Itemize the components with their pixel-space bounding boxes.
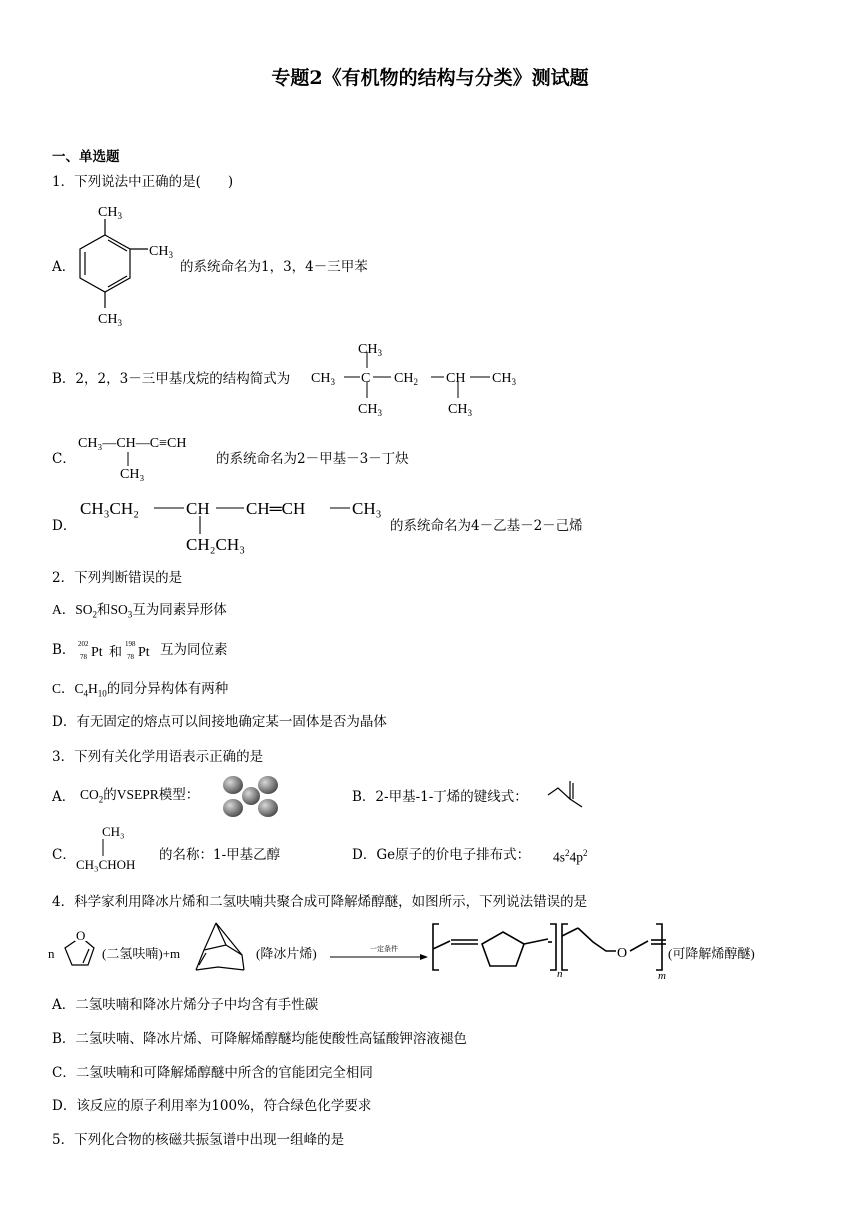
q2-option-d: D．有无固定的熔点可以间接地确定某一固体是否为晶体 bbox=[52, 714, 387, 730]
svg-text:CH₂CH₃: CH₂CH₃ bbox=[186, 535, 246, 554]
svg-text:(可降解烯醇醚): (可降解烯醇醚) bbox=[668, 946, 755, 961]
svg-text:CH3: $CH_3$ bbox=[311, 371, 335, 387]
q1-c-structure bbox=[76, 430, 218, 482]
vsepr-model-image bbox=[220, 773, 282, 819]
svg-text:Pt: Pt bbox=[138, 645, 150, 660]
q5-stem: 5．下列化合物的核磁共振氢谱中出现一组峰的是 bbox=[52, 1132, 345, 1148]
norbornene-structure bbox=[196, 923, 244, 970]
svg-text:Pt: Pt bbox=[91, 645, 103, 660]
q4-option-a: A．二氢呋喃和降冰片烯分子中均含有手性碳 bbox=[52, 997, 319, 1013]
q1-b-structure bbox=[310, 336, 530, 420]
page-title: 专题2《有机物的结构与分类》测试题 bbox=[271, 67, 589, 89]
q3-option-c-text: 的名称：1-甲基乙醇 bbox=[159, 847, 281, 863]
svg-text:CH₃CH₂: CH₃CH₂ bbox=[80, 499, 140, 518]
q4-option-d: D．该反应的原子利用率为100%，符合绿色化学要求 bbox=[52, 1098, 372, 1114]
q2-b-isotope-2 bbox=[123, 634, 163, 664]
q1-a-structure bbox=[72, 198, 182, 330]
q1-option-a-label: A． bbox=[52, 259, 76, 275]
q1a-ch3-right: $CH_3$ bbox=[149, 244, 173, 260]
svg-text:CH3: $CH_3$ bbox=[358, 402, 382, 418]
q1-option-d-label: D． bbox=[52, 518, 77, 534]
q2-option-b-text: 互为同位素 bbox=[160, 642, 228, 658]
q3-option-c-label: C． bbox=[52, 847, 76, 863]
q3-c-structure bbox=[74, 822, 154, 874]
svg-text:198: 198 bbox=[125, 640, 136, 648]
svg-text:C: C bbox=[361, 371, 371, 386]
q1a-ch3-bottom: $CH_3$ bbox=[98, 312, 122, 328]
q1-option-d-text: 的系统命名为4－乙基－2－己烯 bbox=[390, 518, 583, 534]
q1-stem: 1．下列说法中正确的是( ) bbox=[52, 174, 234, 190]
q2-stem: 2．下列判断错误的是 bbox=[52, 570, 183, 586]
svg-text:m: m bbox=[658, 970, 666, 982]
q3-option-d-config: $4s^24p^2$ bbox=[553, 848, 588, 865]
q3-option-d-text: D．Ge原子的价电子排布式： bbox=[352, 847, 531, 863]
svg-text:和: 和 bbox=[109, 644, 123, 659]
svg-text:78: 78 bbox=[80, 653, 87, 661]
svg-text:(二氢呋喃)+m: (二氢呋喃)+m bbox=[102, 946, 181, 961]
q1a-ch3-top: $CH_3$ bbox=[98, 205, 122, 221]
svg-text:CH3: $CH_3$ bbox=[492, 371, 516, 387]
svg-text:CH₃: CH₃ bbox=[102, 824, 125, 839]
q2-option-a: A．$SO_2$和$SO_3$互为同素异形体 bbox=[52, 602, 227, 620]
svg-text:202: 202 bbox=[78, 640, 89, 648]
polymer-structure bbox=[433, 924, 666, 970]
q1-option-c-text: 的系统命名为2－甲基－3－丁炔 bbox=[216, 451, 409, 467]
svg-text:CH₃—CH—C≡CH: CH₃—CH—C≡CH bbox=[78, 436, 187, 451]
svg-text:78: 78 bbox=[127, 653, 134, 661]
svg-text:CH: CH bbox=[446, 371, 466, 386]
q3-option-a-text: $CO_2$的VSEPR模型： bbox=[80, 787, 200, 805]
svg-text:CH₃: CH₃ bbox=[352, 499, 382, 518]
q4-option-b: B．二氢呋喃、降冰片烯、可降解烯醇醚均能使酸性高锰酸钾溶液褪色 bbox=[52, 1031, 467, 1047]
q1-option-c-label: C． bbox=[52, 451, 76, 467]
svg-text:n: n bbox=[48, 946, 55, 961]
svg-text:CH═CH: CH═CH bbox=[246, 499, 306, 518]
q3-option-b-text: B．2-甲基-1-丁烯的键线式： bbox=[352, 789, 528, 805]
q4-stem: 4．科学家利用降冰片烯和二氢呋喃共聚合成可降解烯醇醚，如图所示，下列说法错误的是 bbox=[52, 894, 588, 910]
svg-text:CH₃CHOH: CH₃CHOH bbox=[76, 857, 136, 872]
q2-option-b-label: B． bbox=[52, 642, 76, 658]
q4-option-c: C．二氢呋喃和可降解烯醇醚中所含的官能团完全相同 bbox=[52, 1065, 373, 1081]
q1-d-structure bbox=[78, 494, 390, 558]
svg-text:O: O bbox=[617, 946, 628, 961]
svg-text:CH: CH bbox=[186, 499, 210, 518]
section-heading: 一、单选题 bbox=[52, 149, 120, 165]
svg-text:O: O bbox=[76, 928, 86, 943]
svg-text:CH3: $CH_3$ bbox=[358, 342, 382, 358]
svg-text:(降冰片烯): (降冰片烯) bbox=[256, 946, 317, 961]
q2-option-c: C．$C_4H_{10}$的同分异构体有两种 bbox=[52, 681, 229, 699]
svg-text:一定条件: 一定条件 bbox=[370, 945, 398, 953]
q3-b-skeletal-formula bbox=[546, 775, 590, 811]
q1-option-b-text: B．2，2，3－三甲基戊烷的结构简式为 bbox=[52, 371, 291, 387]
q4-reaction-scheme bbox=[48, 915, 828, 985]
q1-option-a-text: 的系统命名为1，3，4－三甲苯 bbox=[180, 259, 368, 275]
svg-text:n: n bbox=[557, 968, 563, 980]
svg-text:CH2: $CH_2$ bbox=[394, 371, 418, 387]
q3-option-a-label: A． bbox=[52, 789, 76, 805]
q3-stem: 3．下列有关化学用语表示正确的是 bbox=[52, 749, 264, 765]
svg-text:CH3: $CH_3$ bbox=[448, 402, 472, 418]
svg-text:CH₃: CH₃ bbox=[120, 467, 145, 482]
